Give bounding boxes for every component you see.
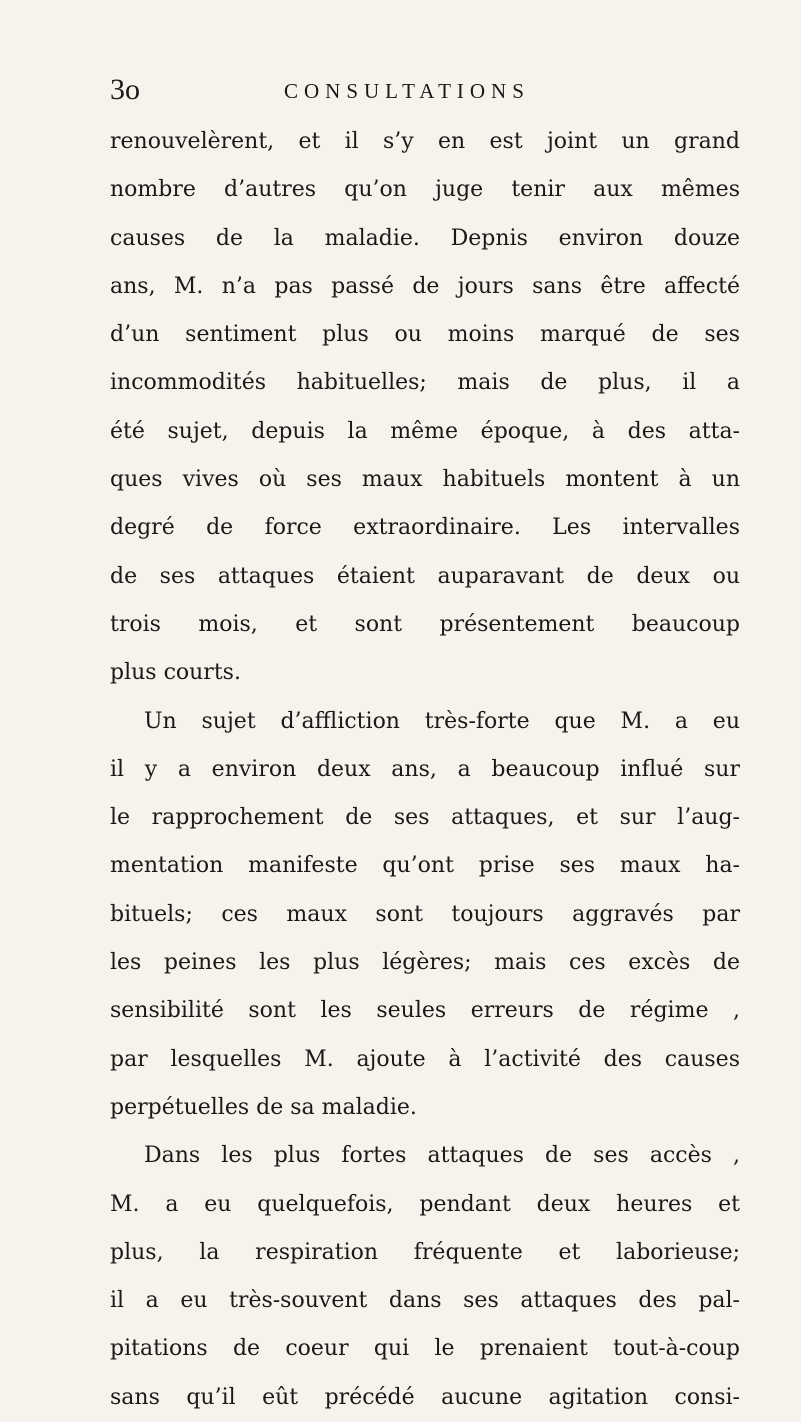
- text-line: sensibilité sont les seules erreurs de régime ,: [110, 998, 740, 1024]
- paragraph-end-line: plus courts.: [110, 660, 241, 686]
- text-line: incommodités habituelles; mais de plus, il a: [110, 370, 740, 396]
- text-line: d’un sentiment plus ou moins marqué de ses: [110, 322, 740, 348]
- text-line: été sujet, depuis la même époque, à des atta-: [110, 418, 740, 444]
- text-line: plus, la respiration fréquente et laborieuse;: [110, 1239, 740, 1265]
- text-line: ans, M. n’a pas passé de jours sans être affecté: [110, 273, 740, 299]
- text-line: de ses attaques étaient auparavant de deux ou: [110, 563, 740, 589]
- section-title: CONSULTATIONS: [284, 79, 530, 103]
- body-text: [110, 118, 740, 1422]
- paragraph-start-line: Un sujet d’affliction très-forte que M. a eu: [144, 708, 740, 734]
- page-number: 3o: [110, 73, 140, 106]
- text-line: il a eu très-souvent dans ses attaques des pal-: [110, 1288, 740, 1314]
- text-line: degré de force extraordinaire. Les intervalles: [110, 515, 740, 541]
- paragraph-start-line: Dans les plus fortes attaques de ses accès ,: [144, 1143, 740, 1169]
- text-line: M. a eu quelquefois, pendant deux heures et: [110, 1191, 740, 1217]
- text-line: nombre d’autres qu’on juge tenir aux mêmes: [110, 177, 740, 203]
- text-line: le rapprochement de ses attaques, et sur l’aug-: [110, 805, 740, 831]
- text-line: sans qu’il eût précédé aucune agitation consi-: [110, 1384, 740, 1410]
- text-line: par lesquelles M. ajoute à l’activité des causes: [110, 1046, 740, 1072]
- text-line: renouvelèrent, et il s’y en est joint un grand: [110, 129, 740, 154]
- text-line: bituels; ces maux sont toujours aggravés par: [110, 901, 740, 927]
- text-line: pitations de coeur qui le prenaient tout-à-coup: [110, 1336, 740, 1362]
- paragraph-end-line: perpétuelles de sa maladie.: [110, 1094, 417, 1120]
- text-line: trois mois, et sont présentement beaucoup: [110, 611, 740, 637]
- text-line: mentation manifeste qu’ont prise ses maux ha-: [110, 853, 740, 879]
- running-head: [110, 72, 740, 108]
- text-line: il y a environ deux ans, a beaucoup influé sur: [110, 756, 740, 782]
- text-line: ques vives où ses maux habituels montent à un: [110, 467, 740, 493]
- text-line: les peines les plus légères; mais ces excès de: [110, 950, 740, 976]
- text-line: causes de la maladie. Depnis environ douze: [110, 225, 740, 251]
